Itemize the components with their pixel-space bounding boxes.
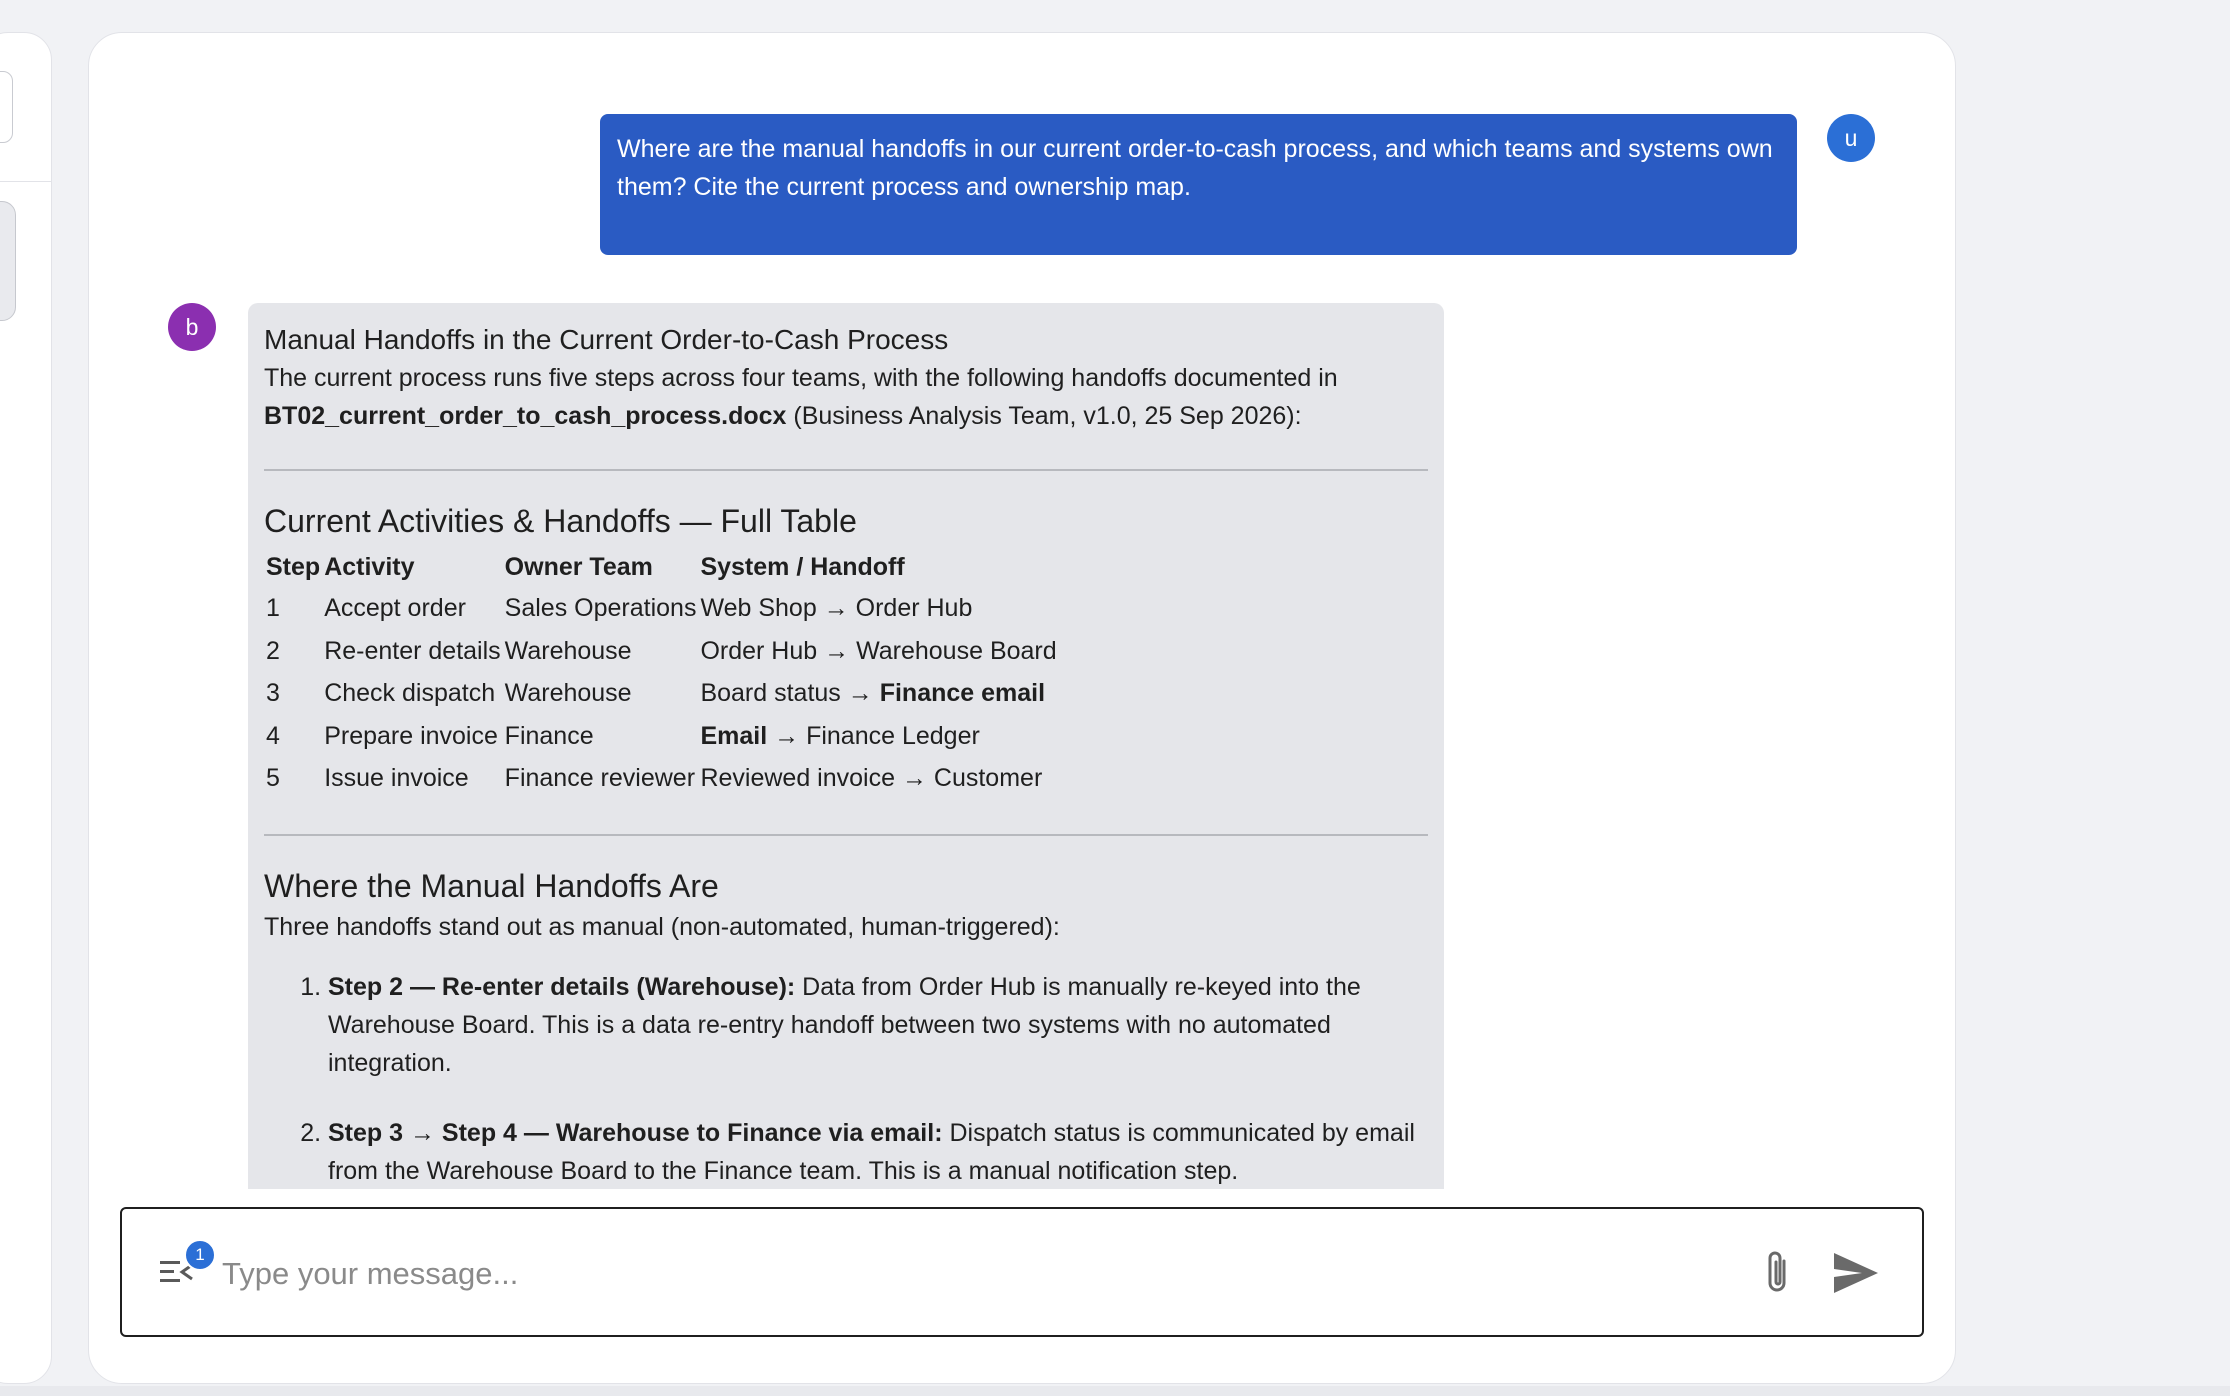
handoffs-list xyxy=(264,968,1428,1190)
message-input[interactable] xyxy=(220,1245,1824,1303)
table-row xyxy=(264,630,1059,673)
activity-cell: Issue invoice xyxy=(324,764,469,793)
team-cell: Finance xyxy=(504,721,594,750)
step-cell: 5 xyxy=(266,764,280,793)
bot-avatar: b xyxy=(168,303,216,351)
team-cell: Finance reviewer xyxy=(504,764,696,793)
paperclip-icon[interactable] xyxy=(1762,1249,1796,1295)
column-header: Activity xyxy=(324,553,415,581)
team-cell: Warehouse xyxy=(504,679,632,708)
team-cell: Sales Operations xyxy=(504,594,697,623)
column-header: System / Handoff xyxy=(700,553,905,581)
sidebar-item-active[interactable] xyxy=(0,201,16,321)
bot-message-scroll[interactable] xyxy=(248,303,1444,1189)
doc-reference: BT02_current_order_to_cash_process.docx xyxy=(264,402,787,430)
message-composer xyxy=(120,1207,1924,1337)
team-cell: Warehouse xyxy=(504,636,632,665)
divider xyxy=(264,469,1428,471)
divider xyxy=(264,834,1428,836)
table-row xyxy=(264,672,1059,715)
step-cell: 1 xyxy=(266,594,280,623)
send-icon[interactable] xyxy=(1832,1251,1880,1295)
user-avatar: u xyxy=(1827,114,1875,162)
table-row xyxy=(264,587,1059,630)
sidebar-search-field[interactable] xyxy=(0,71,13,143)
table-row xyxy=(264,757,1059,800)
handoffs-heading: Where the Manual Handoffs Are xyxy=(264,867,719,904)
queue-count-badge: 1 xyxy=(184,1239,216,1271)
activity-cell: Accept order xyxy=(324,594,466,623)
activity-cell: Check dispatch xyxy=(324,679,496,708)
step-cell: 2 xyxy=(266,636,280,665)
bot-message-bubble xyxy=(248,303,1444,1189)
handoff-cell: Web Shop → Order Hub xyxy=(700,594,973,623)
table-heading: Current Activities & Handoffs — Full Table xyxy=(264,503,857,539)
bot-message-title: Manual Handoffs in the Current Order-to-Cash Process xyxy=(264,324,949,355)
bot-intro: The current process runs five steps across four teams, with the following handoffs documented in BT02_current_order_to_cash_process.docx (Business Analysis Team, v1.0, 25 Sep 2026): xyxy=(264,364,1338,430)
handoff-cell: Board status → Finance email xyxy=(700,679,1046,708)
handoff-cell: Reviewed invoice → Customer xyxy=(700,764,1043,793)
table-row xyxy=(264,715,1059,758)
user-message-text: Where are the manual handoffs in our current order-to-cash process, and which teams and systems own them? Cite the current process and ownership map. xyxy=(617,135,1773,201)
activity-cell: Prepare invoice xyxy=(324,721,498,750)
handoff-cell: Email → Finance Ledger xyxy=(700,721,980,750)
step-cell: 3 xyxy=(266,679,280,708)
column-header: Step xyxy=(266,553,321,581)
table-header-row xyxy=(264,547,1059,587)
sidebar-divider xyxy=(0,181,51,182)
step-cell: 4 xyxy=(266,721,280,750)
list-item: 2. Step 3 → Step 4 — Warehouse to Finance via email: Dispatch status is communicated by email from the Warehouse Board to the Finance team. This is a manual notification step. xyxy=(328,1114,1428,1190)
bottom-strip xyxy=(0,1386,2230,1396)
list-item: 1. Step 2 — Re-enter details (Warehouse): Data from Order Hub is manually re-keyed into the Warehouse Board. This is a data re-entry handoff between two systems with no automated integration. xyxy=(328,968,1428,1082)
handoffs-intro: Three handoffs stand out as manual (non-automated, human-triggered): xyxy=(264,912,1060,941)
activity-cell: Re-enter details xyxy=(324,636,501,665)
user-message-bubble xyxy=(600,114,1797,255)
column-header: Owner Team xyxy=(504,553,653,581)
conversation-sidebar xyxy=(0,32,52,1384)
handoff-table xyxy=(264,547,1059,800)
handoff-cell: Order Hub → Warehouse Board xyxy=(700,636,1057,665)
